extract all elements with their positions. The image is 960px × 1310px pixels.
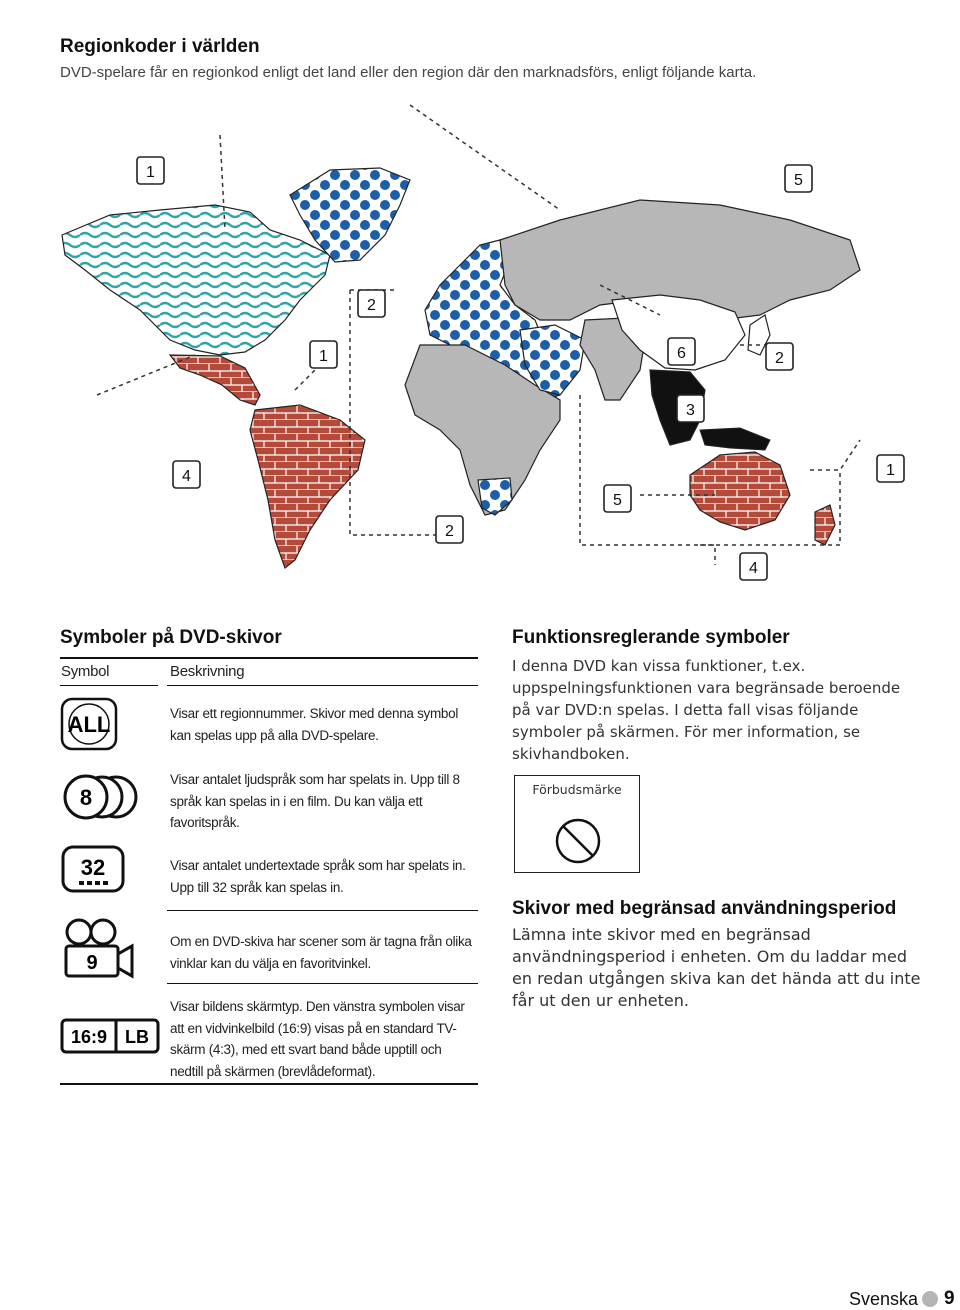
region-title: Regionkoder i världen xyxy=(60,36,260,57)
region-map xyxy=(0,100,960,600)
region-label-3 xyxy=(677,395,704,422)
prohibition-icon xyxy=(553,816,603,866)
col-symbol-header: Symbol xyxy=(61,663,110,680)
period-body: Lämna inte skivor med en begränsad användningsperiod i enheten. Om du laddar med en redan utgången skiva kan det hända att du inte får ut den ur enheten. xyxy=(512,925,921,1010)
svg-text:3: 3 xyxy=(686,402,695,419)
symbols-title: Symboler på DVD-skivor xyxy=(60,627,282,648)
page-number: 9 xyxy=(944,1288,955,1309)
footer-language: Svenska xyxy=(849,1289,919,1309)
footer-dot-icon xyxy=(922,1291,938,1307)
row-rule-4 xyxy=(167,983,478,984)
indonesia xyxy=(700,428,770,450)
svg-text:2: 2 xyxy=(445,523,454,540)
svg-text:5: 5 xyxy=(794,172,803,189)
function-title: Funktionsreglerande symboler xyxy=(512,627,790,648)
header-rule-right xyxy=(167,685,478,686)
region-label-6 xyxy=(668,338,695,365)
prohibition-box xyxy=(514,775,640,873)
region-label-4-bottom xyxy=(740,553,767,580)
camera-angle-icon xyxy=(60,918,138,980)
region-label-2-japan xyxy=(766,343,793,370)
subtitle-languages-icon xyxy=(60,844,130,894)
svg-text:2: 2 xyxy=(367,297,376,314)
new-zealand xyxy=(815,505,835,545)
region-label-1-mid xyxy=(310,341,337,368)
svg-text:ALL: ALL xyxy=(67,712,111,737)
south-america xyxy=(250,405,365,568)
table-top-rule xyxy=(60,657,478,659)
svg-text:32: 32 xyxy=(80,855,106,880)
all-region-icon xyxy=(60,697,120,751)
australia xyxy=(690,452,790,530)
svg-text:2: 2 xyxy=(775,350,784,367)
svg-text:4: 4 xyxy=(749,560,758,577)
prohibition-label: Förbudsmärke xyxy=(532,782,622,797)
svg-text:1: 1 xyxy=(146,164,155,181)
svg-text:5: 5 xyxy=(613,492,622,509)
row-rule-3 xyxy=(167,910,478,911)
region-label-2-europe xyxy=(358,290,385,317)
region-label-4-left xyxy=(173,461,200,488)
svg-text:4: 4 xyxy=(182,468,191,485)
svg-text:LB: LB xyxy=(125,1027,149,1047)
svg-text:16:9: 16:9 xyxy=(70,1027,108,1047)
row-screen-desc: Visar bildens skärmtyp. Den vänstra symbolen visar att en vidvinkelbild (16:9) visas på en standard TV-skärm (4:3), med ett svart band både upptill och nedtill på skärmen (brevlådeformat). xyxy=(170,999,465,1079)
svg-text:8: 8 xyxy=(79,785,93,810)
row-all-desc: Visar ett regionnummer. Skivor med denna symbol kan spelas upp på alla DVD-spelare. xyxy=(170,706,459,743)
period-title: Skivor med begränsad användningsperiod xyxy=(512,898,897,919)
table-bottom-rule xyxy=(60,1083,478,1085)
region-label-1-right xyxy=(877,455,904,482)
audio-languages-icon xyxy=(60,772,140,822)
region-intro: DVD-spelare får en regionkod enligt det land eller den region där den marknadsförs, enligt följande karta. xyxy=(60,64,757,81)
row-subtitle-desc: Visar antalet undertextade språk som har spelats in. Upp till 32 språk kan spelas in. xyxy=(170,858,466,895)
central-america xyxy=(170,355,260,405)
north-america xyxy=(62,205,330,355)
region-label-5-top xyxy=(785,165,812,192)
region-label-1-top xyxy=(137,157,164,184)
row-angle-desc: Om en DVD-skiva har scener som är tagna från olika vinklar kan du välja en favoritvinkel. xyxy=(170,934,472,971)
region-label-5-bottom xyxy=(604,485,631,512)
svg-text:6: 6 xyxy=(677,345,686,362)
svg-text:1: 1 xyxy=(319,348,328,365)
screen-format-icon xyxy=(60,1018,160,1054)
svg-text:9: 9 xyxy=(86,952,98,974)
row-audio-desc: Visar antalet ljudspråk som har spelats in. Upp till 8 språk kan spelas in i en film. Du kan välja ett favoritspråk. xyxy=(170,772,460,830)
header-rule-left xyxy=(60,685,158,686)
function-body: I denna DVD kan vissa funktioner, t.ex. uppspelningsfunktionen vara begränsade beroende på var DVD:n spelas. I detta fall visas följande symboler på skärmen. För mer information, se skivhandboken. xyxy=(512,657,901,763)
region-label-2-africa xyxy=(436,516,463,543)
col-desc-header: Beskrivning xyxy=(170,663,245,680)
svg-text:1: 1 xyxy=(886,462,895,479)
